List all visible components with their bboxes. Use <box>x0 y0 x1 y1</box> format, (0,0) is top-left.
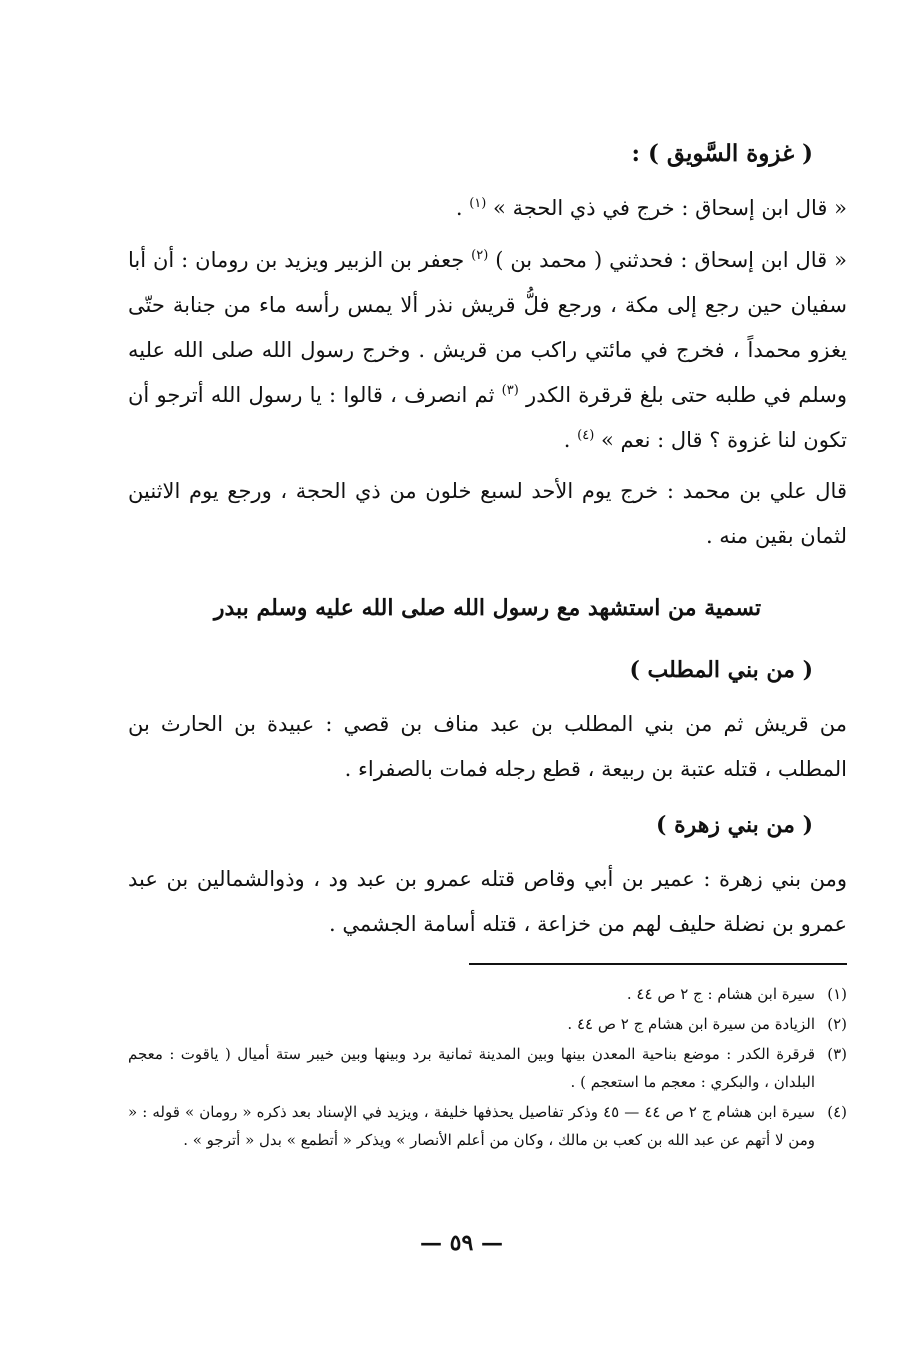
footnote-ref-3: (٣) <box>501 383 519 398</box>
sub-heading-banu-zuhra: ( من بني زهرة ) <box>656 812 813 838</box>
paragraph-4: من قريش ثم من بني المطلب بن عبد مناف بن قصي : عبيدة بن الحارث بن المطلب ، قتله عتبة بن ربيعة ، قطع رجله فمات بالصفراء . <box>128 712 847 781</box>
footnote-text: سيرة ابن هشام ج ٢ ص ٤٤ — ٤٥ وذكر تفاصيل يحذفها خليفة ، ويزيد في الإسناد بعد ذكره « رومان » قوله : « ومن لا أتهم عن عبد الله بن كعب بن مالك ، وكان من أعلم الأنصار » ويذكر « أتطمع » بدل « أترجو » . <box>128 1103 815 1149</box>
paragraph-1-text: « قال ابن إسحاق : خرج في ذي الحجة » <box>493 196 847 220</box>
footnote <box>128 1098 847 1154</box>
footnote <box>128 1040 847 1096</box>
footnote-number: (٣) <box>827 1045 847 1063</box>
paragraph-3: قال علي بن محمد : خرج يوم الأحد لسبع خلون من ذي الحجة ، ورجع يوم الاثنين لثمان بقين منه . <box>128 479 847 548</box>
footnote-number: (٢) <box>827 1015 847 1033</box>
center-title: تسمية من استشهد مع رسول الله صلى الله عليه وسلم ببدر <box>213 595 762 621</box>
sub-heading-banu-muttalib: ( من بني المطلب ) <box>629 657 813 683</box>
footnote-ref-4: (٤) <box>577 428 595 443</box>
footnote <box>128 1010 847 1038</box>
footnote-divider <box>469 963 847 965</box>
footnote-text: سيرة ابن هشام : ج ٢ ص ٤٤ . <box>626 985 815 1003</box>
footnote <box>128 980 847 1008</box>
paragraph-5: ومن بني زهرة : عمير بن أبي وقاص قتله عمرو بن عبد ود ، وذوالشمالين بن عبد عمرو بن نضلة حليف لهم من خزاعة ، قتله أسامة الجشمي . <box>128 867 847 936</box>
footnotes <box>128 980 847 1156</box>
paragraph-2-text-c: ثم انصرف ، قالوا : يا رسول الله أترجو أن تكون لنا غزوة ؟ قال : نعم » <box>128 383 847 452</box>
footnote-number: (٤) <box>827 1103 847 1121</box>
section-heading: ( غزوة السَّويق ) : <box>631 140 813 167</box>
footnote-text: الزيادة من سيرة ابن هشام ج ٢ ص ٤٤ . <box>567 1015 815 1033</box>
paragraph-1 <box>128 186 847 231</box>
paragraph-1-end: . <box>455 196 463 220</box>
footnote-text: قرقرة الكدر : موضع بناحية المعدن بينها وبين المدينة ثمانية برد وبينها وبين خيبر ستة أميال ( ياقوت : معجم البلدان ، والبكري : معجم ما استعجم ) . <box>128 1045 815 1091</box>
footnote-ref-2: (٢) <box>471 248 489 263</box>
footnote-ref-1: (١) <box>469 196 487 211</box>
page-number: — ٥٩ — <box>420 1230 503 1256</box>
paragraph-2-text-a: « قال ابن إسحاق : فحدثني ( محمد بن ) <box>495 248 847 272</box>
footnote-number: (١) <box>827 985 847 1003</box>
paragraph-2-end: . <box>563 428 571 452</box>
paragraph-2-text-b: جعفر بن الزبير ويزيد بن رومان : أن أبا سفيان حين رجع إلى مكة ، ورجع فلُّ قريش نذر ألا يمس رأسه ماء من جنابة حتّى يغزو محمداً ، فخرج في مائتي راكب من قريش . وخرج رسول الله صلى الله عليه وسلم في طلبه حتى بلغ قرقرة الكدر <box>128 248 847 407</box>
paragraph-2 <box>128 238 847 463</box>
